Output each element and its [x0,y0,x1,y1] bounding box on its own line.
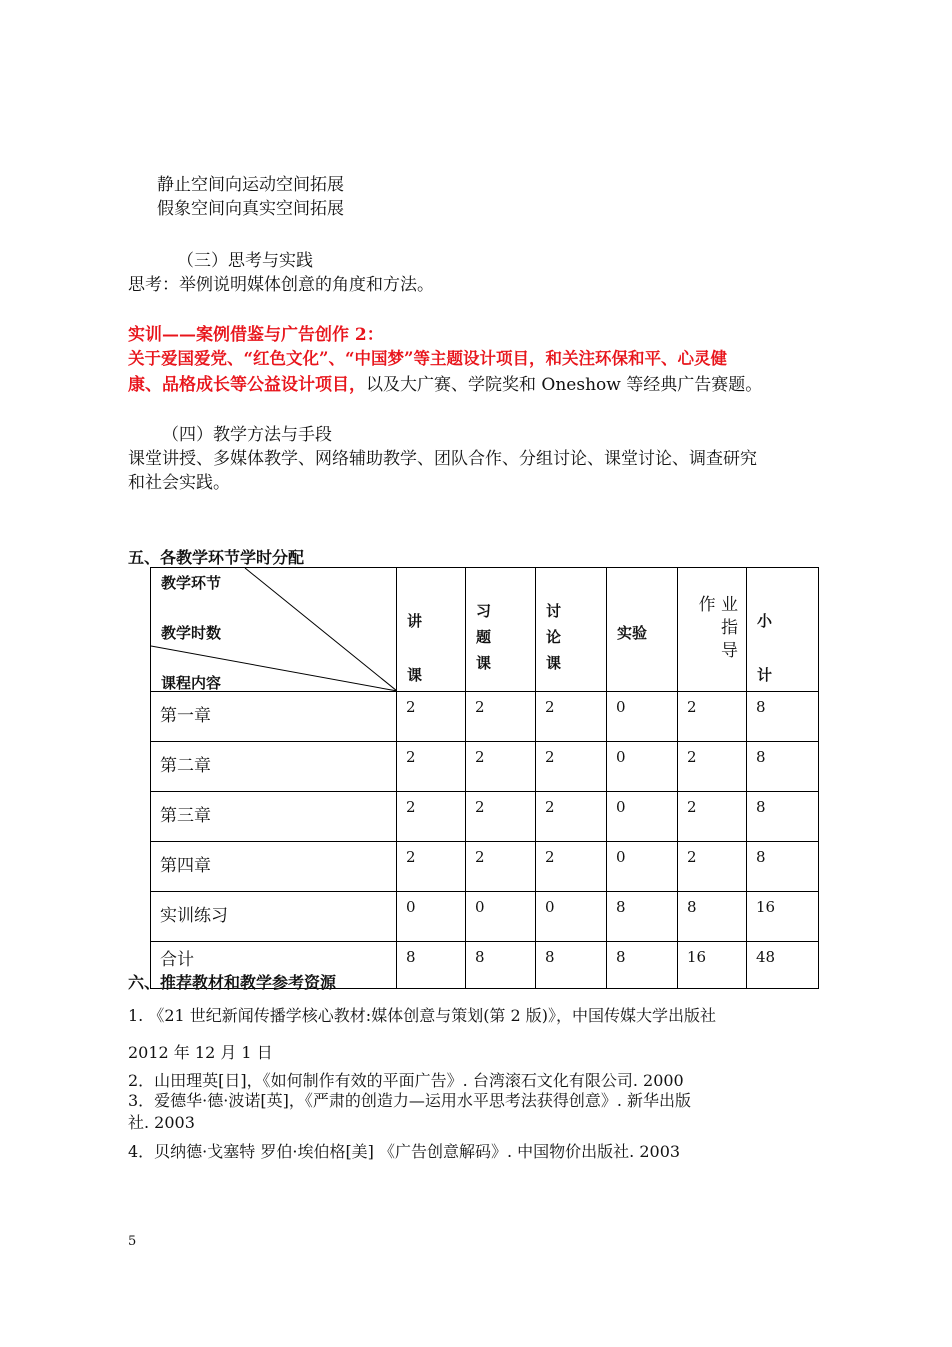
cell-value: 2 [678,692,747,742]
cell-value: 0 [607,792,678,842]
cell-value: 16 [678,942,747,989]
table-row [151,742,819,792]
col-header-discussion [536,568,607,692]
cell-value: 8 [747,742,819,792]
col-header-lecture [397,568,466,692]
cell-value: 0 [607,692,678,742]
corner-bottom-label: 课程内容 [161,674,222,692]
row-label: 实训练习 [151,892,397,942]
corner-middle-label: 教学时数 [161,624,222,642]
cell-value: 2 [466,692,536,742]
cell-value: 8 [678,892,747,942]
col-header-exercise-char-2: 题 [476,628,492,646]
cell-value: 8 [536,942,607,989]
cell-value: 48 [747,942,819,989]
cell-value: 2 [536,792,607,842]
cell-value: 2 [397,792,466,842]
training-title: 实训——案例借鉴与广告创作 2： [128,325,384,345]
cell-value: 2 [397,742,466,792]
row-label: 第二章 [151,742,397,792]
cell-value: 2 [536,692,607,742]
table-row [151,842,819,892]
col-header-lab-label: 实验 [617,624,648,642]
col-header-lecture-char-1: 讲 [407,612,423,630]
hours-table [150,567,819,989]
section6-heading: 六、推荐教材和教学参考资源 [128,973,337,992]
row-label: 第四章 [151,842,397,892]
col-header-subtotal [747,568,819,692]
page-number: 5 [128,1234,137,1249]
cell-value: 0 [536,892,607,942]
cell-value: 16 [747,892,819,942]
cell-value: 2 [466,842,536,892]
section4-heading: （四）教学方法与手段 [162,425,332,445]
training-line-2 [128,370,762,395]
col-header-lecture-char-2: 课 [407,666,423,684]
cell-value: 2 [678,792,747,842]
ref-line-1: 1. 《21 世纪新闻传播学核心教材:媒体创意与策划(第 2 版)》，中国传媒大学出版社 [128,1006,717,1025]
cell-value: 2 [397,692,466,742]
ref-line-6: 4．贝纳德·戈塞特 罗伯·埃伯格[美] 《广告创意解码》. 中国物价出版社. 2003 [128,1142,681,1161]
cell-value: 8 [607,892,678,942]
col-header-lab [607,568,678,692]
cell-value: 2 [466,742,536,792]
ref-line-4: 3．爱德华·德·波诺[英]，《严肃的创造力—运用水平思考法获得创意》. 新华出版 [128,1091,692,1110]
section4-line-1: 课堂讲授、多媒体教学、网络辅助教学、团队合作、分组讨论、课堂讨论、调查研究 [128,449,757,469]
table-row [151,892,819,942]
col-header-homework [678,568,747,692]
cell-value: 2 [536,742,607,792]
cell-value: 0 [607,842,678,892]
training-line-2-red: 康、品格成长等公益设计项目， [128,375,366,395]
row-label: 合计 [151,942,397,989]
col-header-discussion-char-1: 讨 [546,602,562,620]
cell-value: 2 [466,792,536,842]
col-header-discussion-char-3: 课 [546,654,562,672]
training-line-2-rest: 以及大广赛、学院奖和 Oneshow 等经典广告赛题。 [366,375,763,395]
row-label: 第三章 [151,792,397,842]
table-row [151,692,819,742]
col-header-subtotal-char-1: 小 [757,612,773,630]
col-header-homework-label: 作 业 指 导 [698,595,738,661]
col-header-exercise-char-1: 习 [476,602,492,620]
section3-heading: （三）思考与实践 [177,251,313,271]
corner-top-label: 教学环节 [161,574,222,592]
cell-value: 8 [747,842,819,892]
intro-line-2: 假象空间向真实空间拓展 [157,199,344,219]
cell-value: 2 [678,842,747,892]
table-header-row [151,568,819,692]
ref-line-3: 2．山田理英[日]，《如何制作有效的平面广告》. 台湾滚石文化有限公司. 2000 [128,1071,684,1090]
row-label: 第一章 [151,692,397,742]
col-header-exercise-char-3: 课 [476,654,492,672]
cell-value: 8 [607,942,678,989]
col-header-discussion-char-2: 论 [546,628,562,646]
cell-value: 0 [397,892,466,942]
cell-value: 0 [607,742,678,792]
table-row [151,792,819,842]
section5-heading: 五、各教学环节学时分配 [128,548,305,567]
cell-value: 2 [536,842,607,892]
cell-value: 8 [466,942,536,989]
cell-value: 2 [397,842,466,892]
section3-body: 思考：举例说明媒体创意的角度和方法。 [128,275,434,295]
col-header-subtotal-char-2: 计 [757,666,773,684]
ref-line-2: 2012 年 12 月 1 日 [128,1043,273,1062]
col-header-exercise [466,568,536,692]
cell-value: 2 [678,742,747,792]
cell-value: 8 [747,792,819,842]
training-line-1: 关于爱国爱党、“红色文化”、“中国梦”等主题设计项目，和关注环保和平、心灵健 [128,349,727,368]
cell-value: 8 [397,942,466,989]
section4-line-2: 和社会实践。 [128,473,230,493]
cell-value: 0 [466,892,536,942]
intro-line-1: 静止空间向运动空间拓展 [157,175,344,195]
corner-cell [151,568,397,692]
cell-value: 8 [747,692,819,742]
ref-line-5: 社. 2003 [128,1113,195,1132]
